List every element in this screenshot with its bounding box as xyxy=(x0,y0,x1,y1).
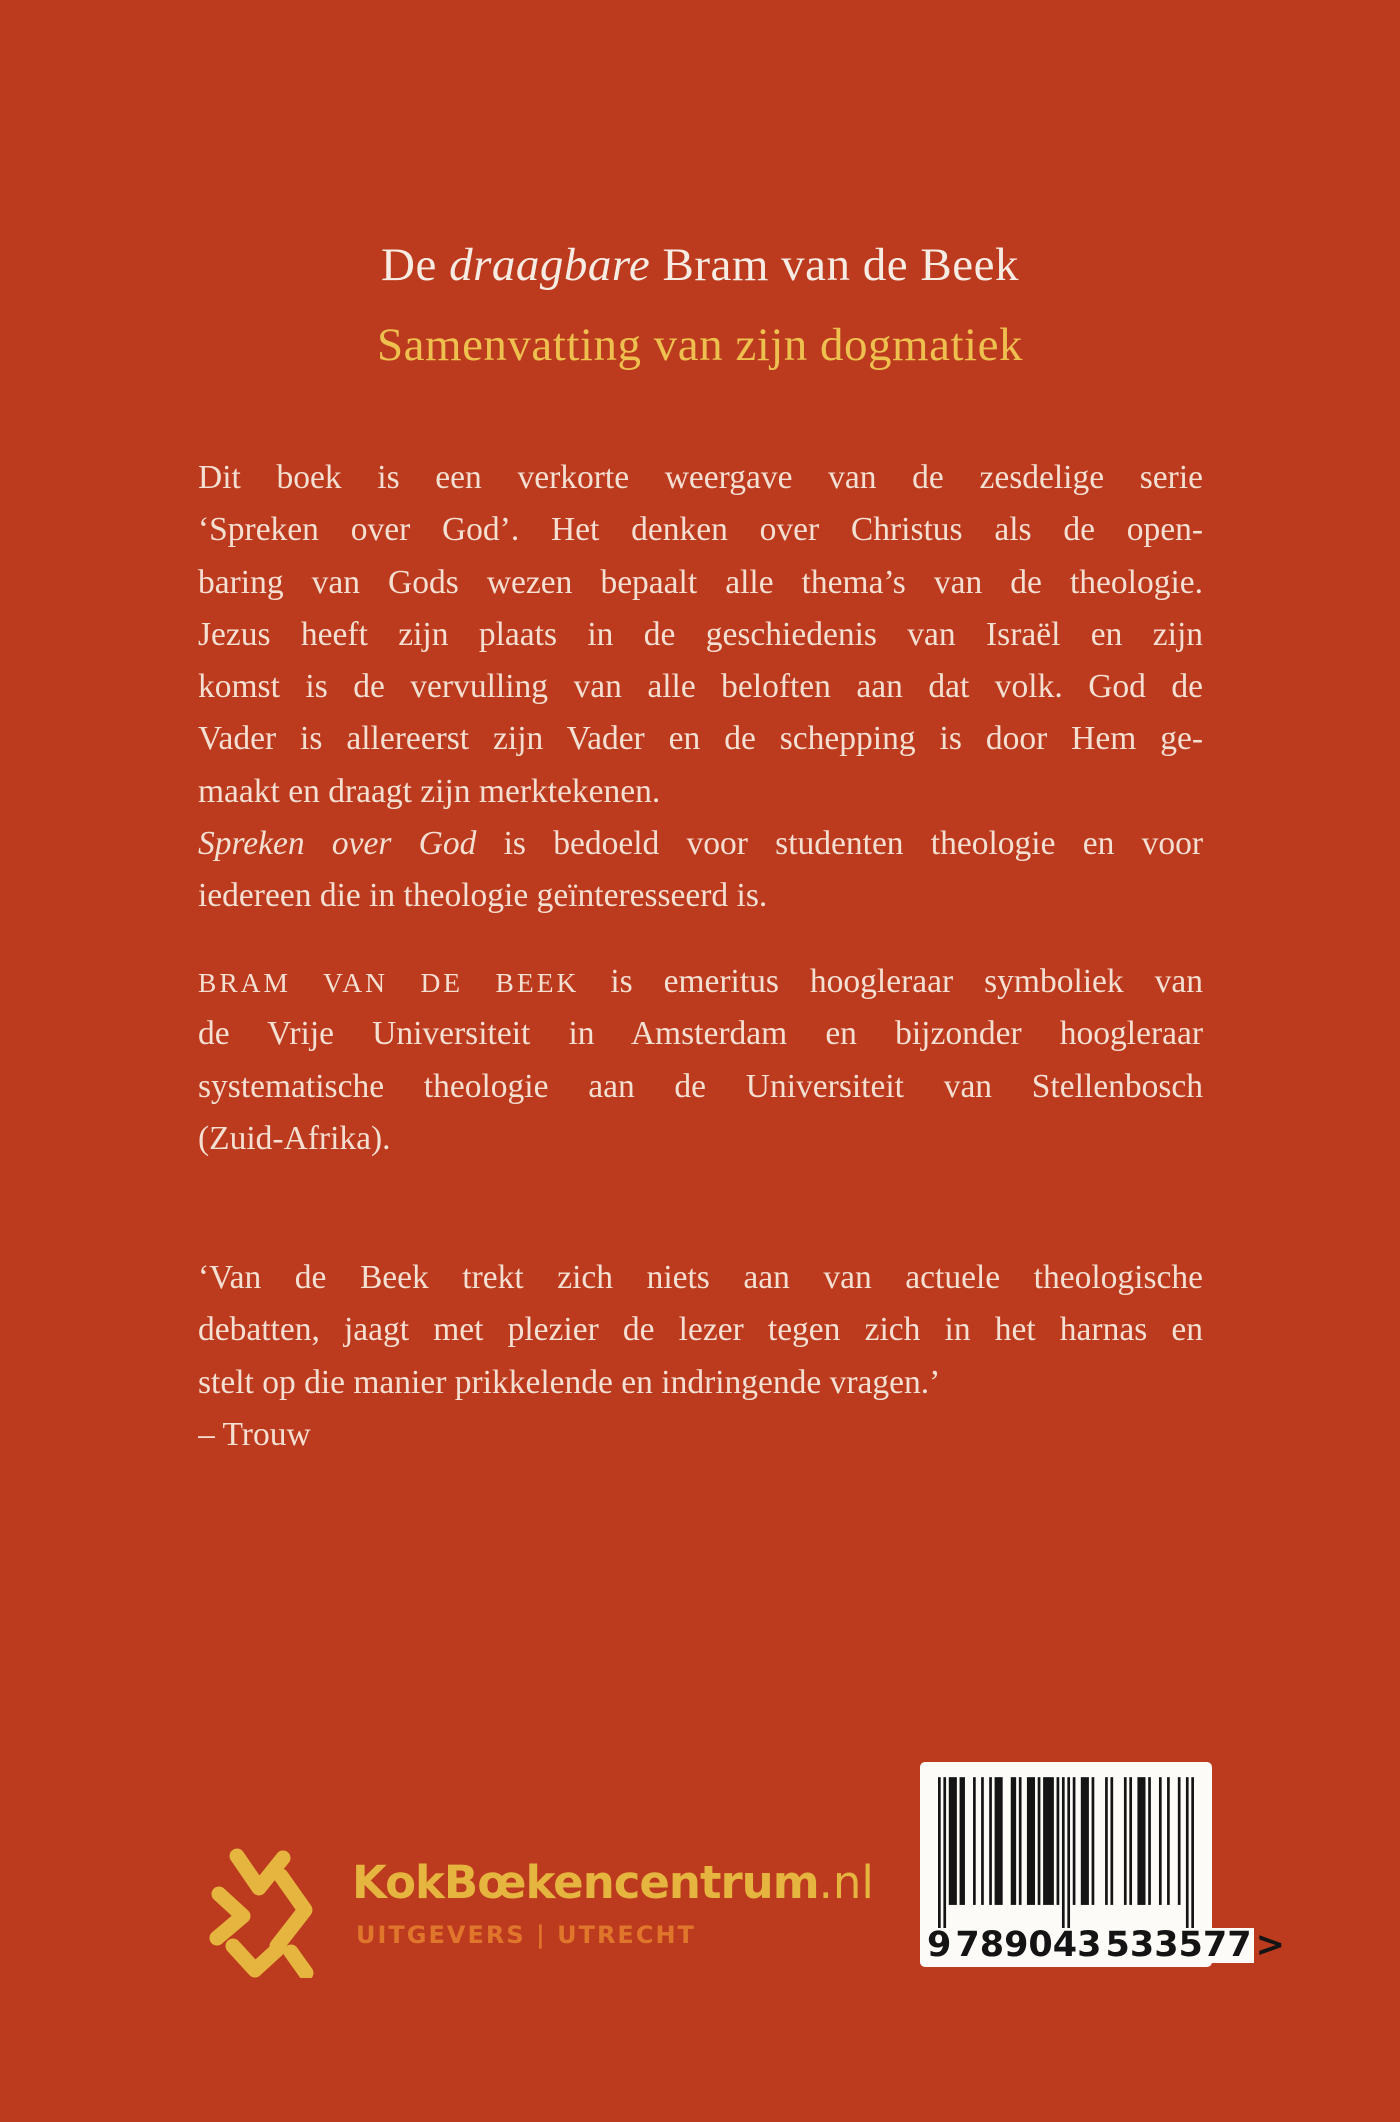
publisher-tagline: UITGEVERS | UTRECHT xyxy=(356,1921,696,1949)
barcode-digit-group1: 789043 xyxy=(955,1925,1102,1965)
bio-line1-rest: is emeritus hoogleraar symboliek van xyxy=(579,963,1203,1000)
publisher-logo-text xyxy=(352,1858,874,1908)
author-name: BRAM VAN DE BEEK xyxy=(198,967,580,998)
publisher-name: KokBœkencentrum xyxy=(352,1856,819,1909)
barcode-digit-lead: 9 xyxy=(927,1925,952,1965)
review-line: stelt op die manier prikkelende en indringende vragen.’ xyxy=(198,1363,941,1401)
description-line: iedereen die in theologie geïnteresseerd is. xyxy=(198,877,768,915)
barcode-end-marker: > xyxy=(1255,1925,1285,1965)
description-line: baring van Gods wezen bepaalt alle thema’s van de theologie. xyxy=(198,563,1203,601)
description-line: Vader is allereerst zijn Vader en de schepping is door Hem ge- xyxy=(198,720,1203,758)
title-suffix: Bram van de Beek xyxy=(650,239,1019,291)
review-attribution: – Trouw xyxy=(198,1415,311,1453)
book-subtitle: Samenvatting van zijn dogmatiek xyxy=(377,319,1023,371)
description-line: ‘Spreken over God’. Het denken over Christus als de open- xyxy=(198,511,1203,549)
description-line xyxy=(198,818,1203,870)
review-line: ‘Van de Beek trekt zich niets aan van actuele theologische xyxy=(198,1259,1203,1296)
description-paragraph xyxy=(198,452,1203,923)
title-prefix: De xyxy=(381,239,450,291)
series-line-rest: is bedoeld voor studenten theologie en voor xyxy=(476,825,1203,863)
spark-asterisk-icon xyxy=(193,1846,333,1978)
description-line: maakt en draagt zijn merktekenen. xyxy=(198,772,661,810)
publisher-tld: .nl xyxy=(818,1856,874,1909)
bio-line: de Vrije Universiteit in Amsterdam en bijzonder hoogleraar xyxy=(198,1015,1203,1053)
description-line: komst is de vervulling van alle beloften aan dat volk. God de xyxy=(198,668,1203,706)
barcode-digit-group2: 533577 xyxy=(1105,1925,1252,1965)
author-bio-paragraph xyxy=(198,956,1203,1165)
bio-line xyxy=(198,956,1203,1008)
bio-line: systematische theologie aan de Universiteit van Stellenbosch xyxy=(198,1067,1203,1105)
bio-line: (Zuid-Afrika). xyxy=(198,1119,391,1157)
series-title: Spreken over God xyxy=(198,825,477,863)
review-line: debatten, jaagt met plezier de lezer tegen zich in het harnas en xyxy=(198,1311,1203,1349)
barcode-digits xyxy=(925,1925,1285,1965)
review-quote xyxy=(198,1252,1203,1461)
title-italic-word: draagbare xyxy=(449,239,651,291)
barcode xyxy=(920,1762,1285,1967)
description-line: Jezus heeft zijn plaats in de geschiedenis van Israël en zijn xyxy=(198,615,1203,653)
book-title xyxy=(0,238,1400,292)
description-line: Dit boek is een verkorte weergave van de zesdelige serie xyxy=(198,459,1203,496)
barcode-bars-icon xyxy=(938,1777,1194,1949)
